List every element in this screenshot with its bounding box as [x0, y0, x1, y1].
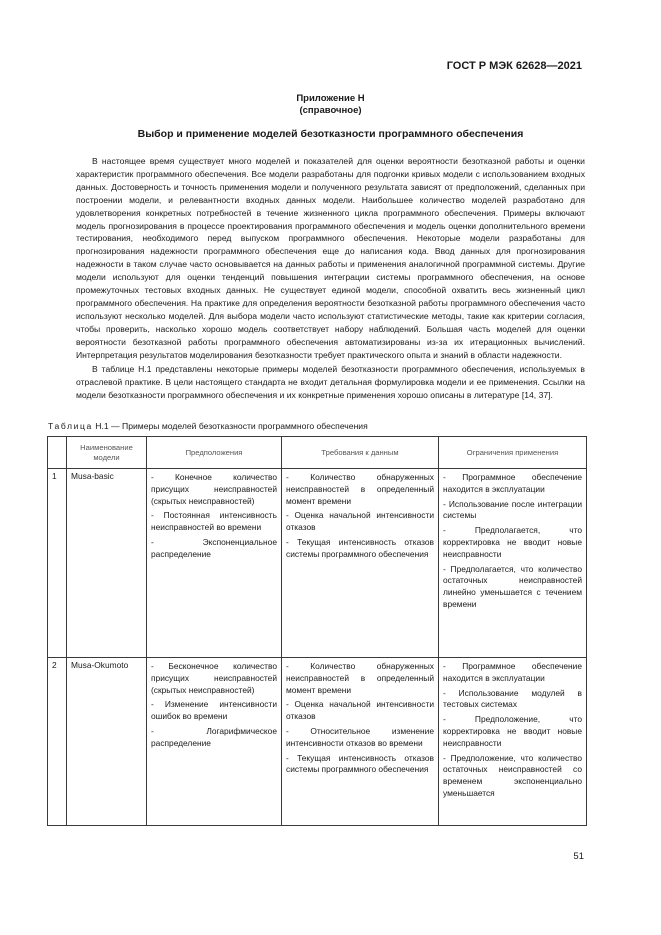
list-item: - Изменение интенсивности ошибок во времени — [151, 699, 277, 722]
paragraph: В таблице Н.1 представлены некоторые примеры моделей безотказности программного обеспечения, используемых в отраслевой практике. В цели настоящего стандарта не входит детальная формулировка модели и ее применения. Ссылки на модели безотказности программного обеспечения и их конкретные применения хорошо описаны в литературе [14, 37]. — [76, 364, 585, 400]
list-item: - Текущая интенсивность отказов системы программного обеспечения — [286, 536, 434, 559]
list-item: - Конечное количество присущих неисправностей (скрытых неисправностей) — [151, 472, 277, 506]
paragraph: В настоящее время существует много моделей и показателей для оценки вероятности безотказной работы и оценки характеристик программного обеспечения. Все модели разработаны для подгонки кривых модели с использованием входных данных. Достоверность и точность применения модели и полученного результата зависят от предположений, сделанных при построении модели, и релевантности входных данных модели. Наибольшее количество моделей разработано для удовлетворения конкретных потребностей в течение жизненного цикла программного обеспечения. Примеры включают модель прогнозирования в процессе проектирования программного обеспечения и модель оценки дополнительного времени тестирования, необходимого перед выпуском программного обеспечения. Некоторые модели разработаны для прогнозирования надежности программного обеспечения еще до написания кода. Ввод данных для прогнозирования надежности в таком случае часто основывается на данных работы и применения аналогичной программной системы. Другие модели используют для оценки тенденций повышения интеграции системы программного обеспечения, на основе промежуточных тестовых входных данных. Не существует единой модели, способной охватить весь жизненный цикл программного обеспечения. На практике для определения вероятности безотказной работы программного обеспечения часто используют несколько моделей. Для выбора модели часто используют статистические методы, такие как критерии согласия, чтобы проверить, насколько хорошо модель соответствует набору наблюдений. Большая часть моделей для оценки вероятности безотказной работы программного обеспечения автоматизированы из-за их итерационных вычислений. Интерпретация результатов моделирования безотказности требует практического опыта и знаний в области надежности. — [76, 156, 585, 360]
body-text-2 — [76, 363, 585, 402]
table-row — [48, 469, 587, 658]
assumptions-cell — [147, 469, 282, 658]
list-item: - Программное обеспечение находится в эксплуатации — [443, 472, 582, 494]
row-number: 2 — [48, 658, 67, 826]
list-item: - Количество обнаруженных неисправностей в определенный момент времени — [286, 472, 434, 506]
annex-heading — [0, 93, 661, 117]
model-name: Musa-basic — [67, 469, 147, 658]
header-limitations: Ограничения применения — [439, 437, 587, 469]
list-item: - Постоянная интенсивность неисправностей во времени — [151, 510, 277, 533]
header-model-name: Наименование модели — [67, 437, 147, 469]
list-item: - Предположение, что корректировка не вводит новые неисправности — [443, 714, 582, 748]
header-data-requirements: Требования к данным — [282, 437, 439, 469]
table-caption — [48, 421, 368, 431]
limitations-cell — [439, 658, 587, 826]
standard-designation: ГОСТ Р МЭК 62628—2021 — [446, 60, 582, 72]
header-assumptions: Предположения — [147, 437, 282, 469]
list-item: - Предполагается, что количество остаточных неисправностей линейно уменьшается с течением времени — [443, 563, 582, 609]
annex-title: Приложение Н — [296, 93, 365, 104]
models-table — [47, 436, 587, 826]
table-caption-label: Таблица — [48, 421, 93, 431]
list-item: - Использование модулей в тестовых системах — [443, 687, 582, 710]
body-text-1 — [76, 155, 585, 362]
list-item: - Экспоненциальное распределение — [151, 536, 277, 559]
list-item: - Текущая интенсивность отказов системы программного обеспечения — [286, 752, 434, 775]
list-item: - Использование после интеграции системы — [443, 498, 582, 521]
list-item: - Оценка начальной интенсивности отказов — [286, 510, 434, 533]
assumptions-cell — [147, 658, 282, 826]
section-title: Выбор и применение моделей безотказности программного обеспечения — [137, 128, 524, 140]
annex-subtitle: (справочное) — [299, 105, 362, 116]
list-item: - Оценка начальной интенсивности отказов — [286, 699, 434, 722]
table-row — [48, 658, 587, 826]
table-header-row — [48, 437, 587, 469]
header-num — [48, 437, 67, 469]
page-number: 51 — [573, 851, 584, 862]
limitations-cell — [439, 469, 587, 658]
list-item: - Бесконечное количество присущих неисправностей (скрытых неисправностей) — [151, 661, 277, 695]
list-item: - Количество обнаруженных неисправностей в определенный момент времени — [286, 661, 434, 695]
list-item: - Программное обеспечение находится в эксплуатации — [443, 661, 582, 683]
table-caption-text: Н.1 — Примеры моделей безотказности программного обеспечения — [95, 421, 368, 431]
data-requirements-cell — [282, 658, 439, 826]
list-item: - Относительное изменение интенсивности отказов во времени — [286, 725, 434, 748]
row-number: 1 — [48, 469, 67, 658]
list-item: - Логарифмическое распределение — [151, 725, 277, 748]
list-item: - Предположение, что количество остаточных неисправностей со временем экспоненциально уменьшается — [443, 752, 582, 798]
data-requirements-cell — [282, 469, 439, 658]
model-name: Musa-Okumoto — [67, 658, 147, 826]
list-item: - Предполагается, что корректировка не вводит новые неисправности — [443, 525, 582, 559]
